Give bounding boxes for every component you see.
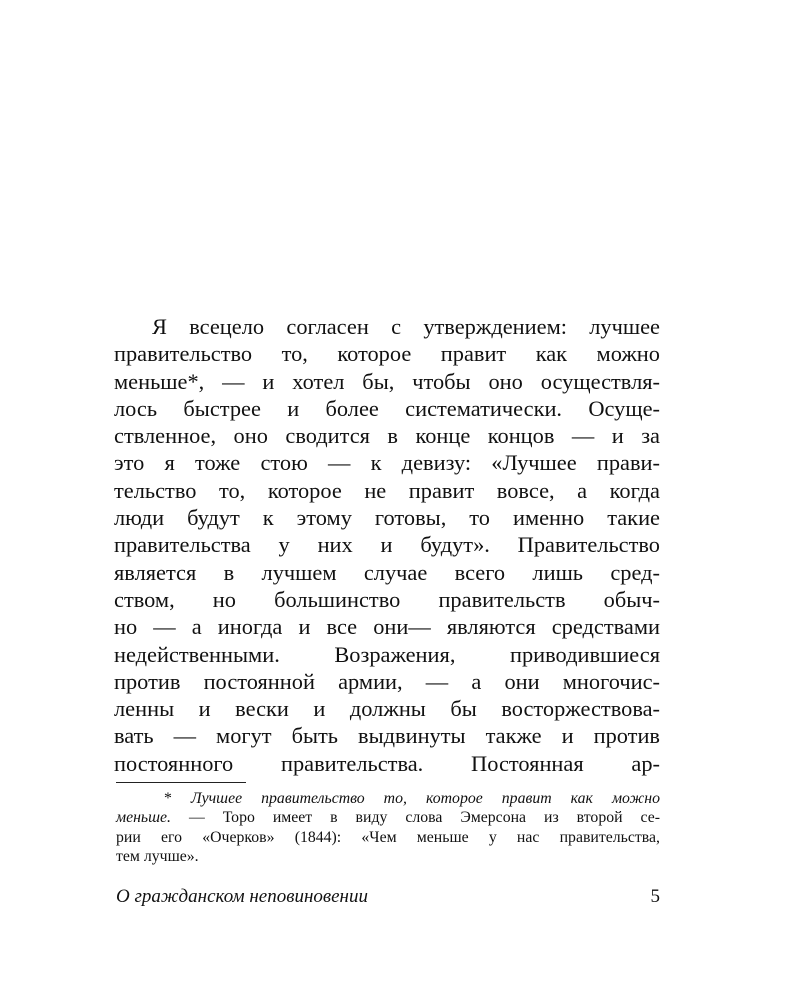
body-line: против постоянной армии, — а они многочис- [114,668,660,694]
body-line: люди будут к этому готовы, то именно такие [114,505,660,531]
footnote-marker: * [164,790,191,807]
body-line: Я всецело согласен с утверждением: лучшее [152,314,660,339]
footnote-quote: Лучшее правительство то, которое правит как можно [190,790,660,807]
body-line: тельство то, которое не правит вовсе, а когда [114,477,660,503]
body-line: вать — могут быть выдвинуты также и против [114,723,660,749]
page-number: 5 [650,886,660,907]
footnote-line: тем лучше». [116,848,199,866]
body-line: ствленное, оно сводится в конце концов — и за [114,423,660,449]
body-line: правительства у них и будут». Правительство [114,532,660,558]
body-line: ством, но большинство правительств обыч- [114,586,660,612]
footnote-quote-end: меньше. [116,809,172,827]
body-line: правительство то, которое правит как можно [114,341,660,367]
body-line: меньше*, — и хотел бы, чтобы оно осуществля- [114,368,660,394]
footnote-line [116,789,660,808]
body-line: постоянного правительства. Постоянная ар- [114,750,660,776]
body-line: ленны и вески и должны бы восторжествова- [114,696,660,722]
running-title: О гражданском неповиновении [116,886,368,907]
body-line: но — а иногда и все они— являются средствами [114,614,660,640]
footnote [116,789,660,867]
body-line: недейственными. Возражения, приводившиеся [114,641,660,667]
footnote-line [116,808,660,827]
footnote-divider [116,782,246,783]
main-paragraph [114,313,660,777]
body-line: лось быстрее и более систематически. Осуще- [114,395,660,421]
body-line: является в лучшем случае всего лишь сред- [114,559,660,585]
footnote-line: рии его «Очерков» (1844): «Чем меньше у нас правительства, [116,828,660,846]
body-line: это я тоже стою — к девизу: «Лучшее прави- [114,450,660,476]
footnote-text: — Торо имеет в виду слова Эмерсона из второй се- [171,809,660,827]
